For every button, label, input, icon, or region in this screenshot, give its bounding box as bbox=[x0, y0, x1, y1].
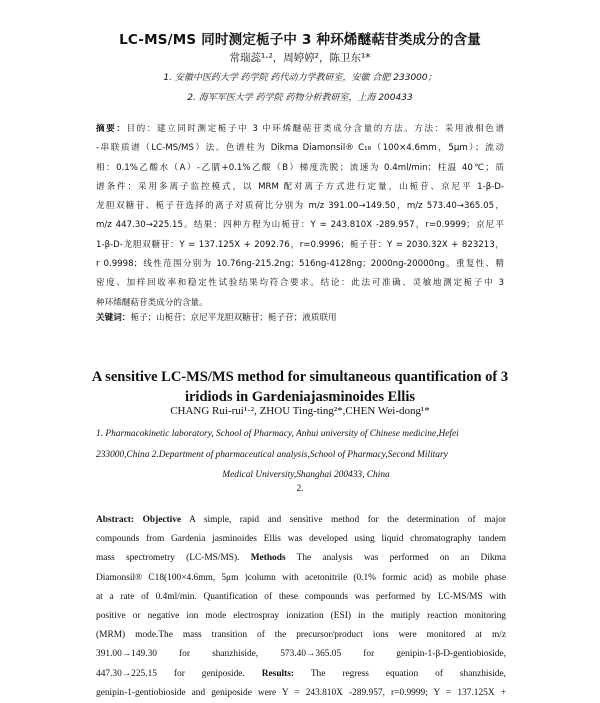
abstract-line: r 0.9998；线性范围分别为 10.76ng-215.2ng；516ng-4128ng；2000ng-20000ng。重复性、精 bbox=[96, 259, 504, 270]
chinese-affiliation-2: 2. 海军军医大学 药学院 药物分析教研室，上海 200433 bbox=[187, 93, 413, 103]
abstract-line: 种环烯醚萜苷类成分的含量。 bbox=[96, 297, 208, 308]
abstract-line: Diamonsil® C18(100×4.6mm, 5μm )column with acetonitrile (0.1% formic acid) as mobile phase bbox=[96, 572, 506, 583]
keywords-label: 关键词： bbox=[96, 313, 131, 323]
affiliation-marker: 2. bbox=[296, 484, 304, 494]
english-title bbox=[0, 367, 600, 407]
chinese-abstract bbox=[96, 120, 504, 313]
abstract-line: 相：0.1%乙酸水（A）-乙腈+0.1%乙酸（B）梯度洗脱；流速为 0.4ml/min；柱温 40℃；质 bbox=[96, 162, 504, 173]
abstract-label: 摘要： bbox=[96, 124, 127, 134]
abstract-line: mass spectrometry (LC-MS/MS). Methods The analysis was performed on an Dikma bbox=[96, 553, 506, 564]
english-title-line: A sensitive LC-MS/MS method for simultaneous quantification of 3 bbox=[91, 369, 509, 385]
chinese-affiliation-1: 1. 安徽中医药大学 药学院 药代动力学教研室，安徽 合肥 233000； bbox=[163, 73, 437, 83]
chinese-authors: 常瑞蕊¹·²，周婷婷²，陈卫东¹* bbox=[229, 52, 371, 64]
keywords-text: 栀子；山栀苷；京尼平龙胆双糖苷；栀子苷；液质联用 bbox=[130, 313, 337, 323]
english-affiliations bbox=[96, 424, 516, 486]
chinese-keywords bbox=[96, 311, 504, 323]
abstract-line: -串联质谱（LC-MS/MS）法。色谱柱为 Dikma Diamonsil® C₁₈（100×4.6mm，5μm）；流动 bbox=[96, 143, 504, 154]
abstract-line: 谱条件：采用多离子监控模式，以 MRM 配对离子方式进行定量，山栀苷、京尼平 1-β-D- bbox=[96, 181, 504, 192]
english-title-line: iridiods in Gardeniajasminoides Ellis bbox=[184, 389, 416, 405]
abstract-line: Abstract: Objective A simple, rapid and sensitive method for the determination of major bbox=[96, 515, 506, 525]
abstract-line: 1-β-D-龙胆双糖苷：Y = 137.125X + 2092.76，r=0.9996；栀子苷：Y = 2030.32X + 823213， bbox=[96, 239, 504, 250]
abstract-line: 密度、加样回收率和稳定性试验结果均符合要求。结论：此法可准确、灵敏地测定栀子中 3 bbox=[96, 278, 504, 289]
english-abstract bbox=[96, 511, 506, 703]
english-affiliation-line: Medical University,Shanghai 200433, China bbox=[222, 470, 390, 480]
chinese-title: LC-MS/MS 同时测定栀子中 3 种环烯醚萜苷类成分的含量 bbox=[119, 32, 481, 48]
abstract-line: (MRM) mode.The mass transition of the precursor/product ions were monitored at m/z bbox=[96, 630, 506, 641]
abstract-line: positive or negative ion mode electrospray ionization (ESI) in the mutiply reaction monitoring bbox=[96, 611, 506, 622]
abstract-line: 龙胆双糖苷、栀子苷选择的离子对质荷比分别为 m/z 391.00→149.50，m/z 573.40→365.05， bbox=[96, 201, 504, 212]
abstract-line: at a rate of 0.4ml/min. Quantification of these compounds was performed by LC-MS/MS with bbox=[96, 591, 506, 602]
abstract-line: compounds from Gardenia jasminoides Ellis was developed using liquid chromatography tandem bbox=[96, 534, 506, 545]
abstract-line: genipin-1-gentiobioside and geniposide were Y = 243.810X -289.957, r=0.9999; Y = 137.125X + bbox=[96, 687, 506, 698]
abstract-line: m/z 447.30→225.15。结果：四种方程为山栀苷：Y = 243.810X -289.957，r=0.9999；京尼平 bbox=[96, 220, 504, 231]
abstract-line: 447.30→225.15 for geniposide. Results: The regress equation of shanzhiside, bbox=[96, 668, 506, 679]
english-authors: CHANG Rui-rui¹·², ZHOU Ting-ting²*,CHEN Wei-dong¹* bbox=[170, 405, 430, 417]
english-affiliation-line: 233000,China 2.Department of pharmaceutical analysis,School of Pharmacy,Second Military bbox=[96, 449, 448, 460]
abstract-line: 391.00→149.30 for shanzhiside, 573.40→365.05 for genipin-1-β-D-gentiobioside, bbox=[96, 649, 506, 660]
abstract-line: 摘要：目的：建立同时测定栀子中 3 中环烯醚萜苷类成分含量的方法。方法：采用液相色谱 bbox=[96, 124, 504, 134]
english-affiliation-line: 1. Pharmacokinetic laboratory, School of Pharmacy, Anhui university of Chinese medicine,Hefei bbox=[96, 429, 459, 439]
